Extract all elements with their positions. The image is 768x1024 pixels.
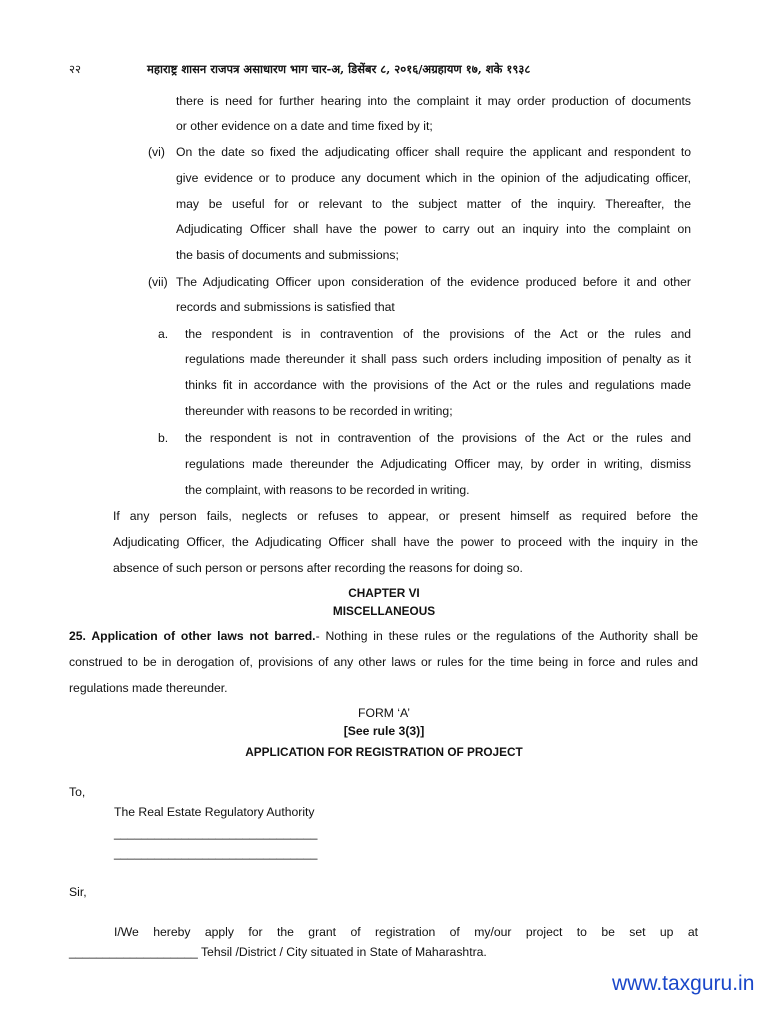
text-line: regulations made thereunder. — [69, 681, 228, 695]
rule-25-heading: 25. Application of other laws not barred. — [69, 629, 316, 643]
text-line: If any person fails, neglects or refuses to appear, or present himself as required before the — [113, 509, 698, 523]
clause-marker: (vii) — [148, 275, 168, 289]
text-line: records and submissions is satisfied that — [176, 300, 395, 314]
watermark-link[interactable]: www.taxguru.in — [612, 972, 755, 995]
text-line: regulations made thereunder it shall pass such orders including imposition of penalty as it — [185, 352, 691, 366]
text-line: Adjudicating Officer shall have the power to carry out an inquiry into the complaint on — [176, 222, 691, 236]
text-line — [69, 945, 487, 959]
text-line: Adjudicating Officer, the Adjudicating Officer shall have the power to proceed with the inquiry in the — [113, 535, 698, 549]
text-line: construed to be in derogation of, provisions of any other laws or rules for the time being in force and rules and — [69, 655, 698, 669]
sub-clause-marker: a. — [158, 327, 169, 341]
chapter-number: CHAPTER VI — [348, 586, 420, 600]
gazette-header: महाराष्ट्र शासन राजपत्र असाधारण भाग चार-अ, डिसेंबर ८, २०१६/अग्रहायण १७, शके १९३८ — [147, 62, 531, 76]
clause-marker: (vi) — [148, 145, 165, 159]
text-line: the respondent is in contravention of the provisions of the Act or the rules and — [185, 327, 691, 341]
to-label: To, — [69, 785, 86, 799]
rule-25-first-line — [69, 629, 698, 643]
sub-clause-marker: b. — [158, 431, 169, 445]
text-line: or other evidence on a date and time fixed by it; — [176, 119, 433, 133]
location-text: Tehsil /District / City situated in State of Maharashtra. — [197, 945, 487, 959]
text-line: the basis of documents and submissions; — [176, 248, 399, 262]
form-name: FORM ‘A’ — [358, 706, 410, 720]
text-line: The Adjudicating Officer upon consideration of the evidence produced before it and other — [176, 275, 691, 289]
text-line: the respondent is not in contravention of the provisions of the Act or the rules and — [185, 431, 691, 445]
text-line: thereunder with reasons to be recorded in writing; — [185, 404, 453, 418]
rule-25-text: - Nothing in these rules or the regulations of the Authority shall be — [315, 629, 698, 643]
addressee: The Real Estate Regulatory Authority — [114, 805, 315, 819]
address-blank-1: ______________________________ — [114, 826, 318, 840]
text-line: regulations made thereunder the Adjudicating Officer may, by order in writing, dismiss — [185, 457, 691, 471]
form-title: APPLICATION FOR REGISTRATION OF PROJECT — [245, 745, 523, 759]
text-line: the complaint, with reasons to be recorded in writing. — [185, 483, 470, 497]
location-blank: ___________________ — [69, 945, 198, 959]
salutation: Sir, — [69, 885, 87, 899]
chapter-title: MISCELLANEOUS — [332, 604, 436, 618]
text-line: there is need for further hearing into the complaint it may order production of documents — [176, 94, 691, 108]
text-line: I/We hereby apply for the grant of registration of my/our project to be set up at — [114, 925, 698, 939]
form-see-rule: [See rule 3(3)] — [343, 724, 425, 738]
text-line: absence of such person or persons after recording the reasons for doing so. — [113, 561, 523, 575]
text-line: give evidence or to produce any document which in the opinion of the adjudicating officer, — [176, 171, 691, 185]
page-number: २२ — [69, 62, 81, 76]
address-blank-2: ______________________________ — [114, 846, 318, 860]
text-line: thinks fit in accordance with the provisions of the Act or the rules and regulations made — [185, 378, 691, 392]
text-line: may be useful for or relevant to the subject matter of the inquiry. Thereafter, the — [176, 197, 691, 211]
text-line: On the date so fixed the adjudicating officer shall require the applicant and respondent to — [176, 145, 691, 159]
